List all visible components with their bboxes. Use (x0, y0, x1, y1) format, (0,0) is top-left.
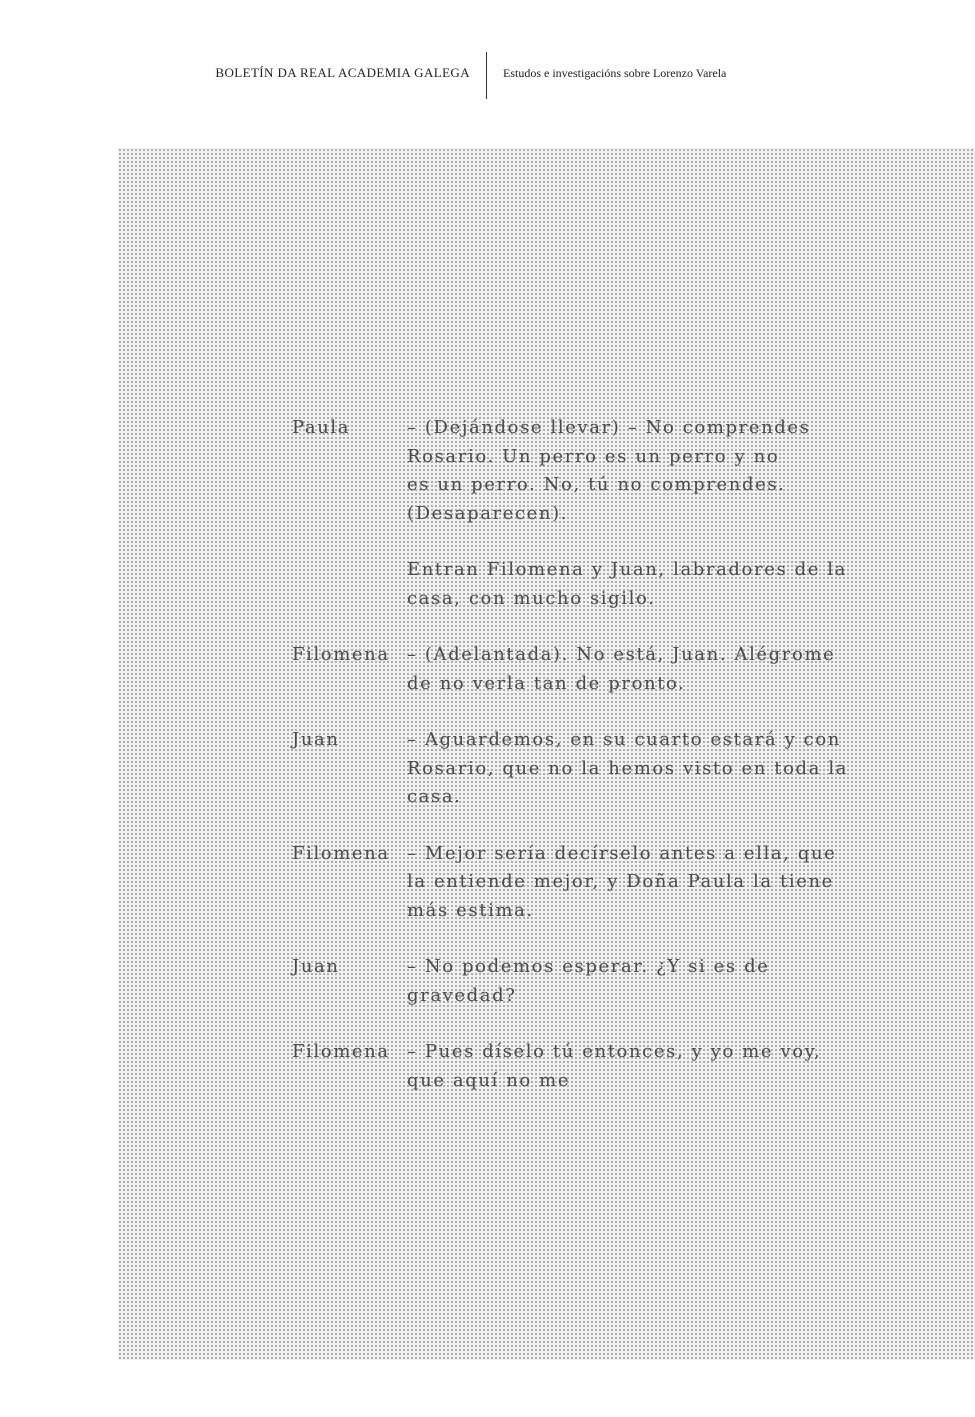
dialogue-line: – (Dejándose llevar) – No comprendes (407, 417, 811, 438)
dialogue-text (407, 953, 827, 1010)
dialogue-line: de no verla tan de pronto. (407, 672, 686, 694)
dialogue-text (407, 840, 837, 926)
dialogue-line: casa, con mucho sigilo. (407, 587, 656, 609)
dialogue-line: casa. (407, 786, 462, 807)
stage-direction (407, 556, 847, 613)
dialogue-line: – (Adelantada). No está, Juan. Alégrome (407, 644, 836, 665)
page-header (0, 52, 975, 100)
dialogue-line: Rosario. Un perro es un perro y no (407, 445, 780, 467)
dialogue-line: que aquí no me (407, 1069, 571, 1091)
dialogue-entry (292, 726, 849, 812)
dialogue-line: – Mejor sería decírselo antes a ella, que (407, 842, 837, 864)
dialogue-line: la entiende mejor, y Doña Paula la tiene (407, 871, 834, 892)
dialogue-line: – No podemos esperar. ¿Y si es de (407, 956, 770, 977)
speaker-name: Filomena (292, 1041, 390, 1062)
dialogue-entry (292, 414, 832, 528)
speaker-name: Paula (292, 417, 351, 438)
header-divider (486, 52, 487, 99)
dialogue-line: Rosario, que no la hemos visto en toda la (407, 757, 849, 779)
speaker-name: Juan (292, 956, 340, 977)
section-title: Estudos e investigacións sobre Lorenzo Varela (503, 66, 727, 80)
dialogue-line: más estima. (407, 899, 534, 921)
journal-title: BOLETÍN DA REAL ACADEMIA GALEGA (215, 65, 470, 80)
speaker-name (292, 556, 407, 613)
dialogue-line: – Pues díselo tú entonces, y yo me voy, (407, 1041, 822, 1062)
play-script (292, 414, 849, 1123)
speaker-name: Filomena (292, 644, 390, 665)
dialogue-entry (292, 840, 837, 926)
dialogue-line: Entran Filomena y Juan, labradores de la (407, 559, 847, 580)
dialogue-text (407, 726, 849, 812)
speaker-name: Filomena (292, 842, 390, 864)
dialogue-line: es un perro. No, tú no comprendes. (407, 474, 786, 495)
dialogue-text (407, 1038, 827, 1095)
dialogue-entry (292, 953, 832, 1010)
dialogue-text (407, 414, 827, 528)
dialogue-entry (292, 1038, 832, 1095)
dialogue-line: – Aguardemos, en su cuarto estará y con (407, 729, 841, 750)
dialogue-entry (292, 641, 836, 698)
stage-direction-entry (292, 556, 847, 613)
dialogue-line: (Desaparecen). (407, 502, 569, 524)
speaker-name: Juan (292, 729, 340, 750)
dialogue-line: gravedad? (407, 984, 517, 1006)
dialogue-text (407, 641, 836, 698)
